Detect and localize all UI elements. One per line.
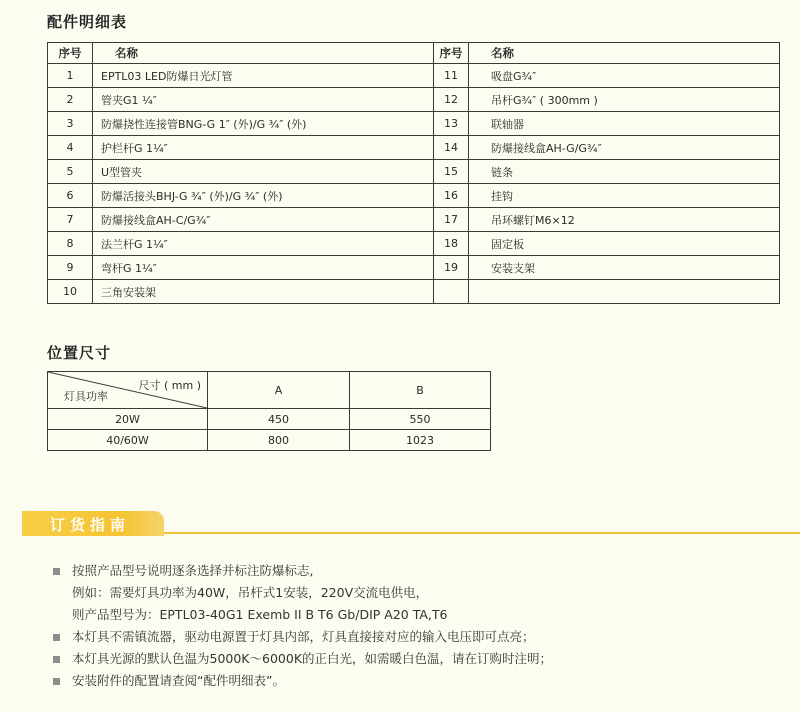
order-guide-list [53,560,793,692]
power-cell: 20W [48,409,208,430]
part-number-cell [434,280,469,304]
part-name-cell: 挂钩 [469,184,780,208]
guide-text: 按照产品型号说明逐条选择并标注防爆标志, [72,563,314,578]
part-name-cell: 防爆接线盒AH-C/G¾″ [93,208,434,232]
part-number-cell: 6 [48,184,93,208]
part-number-cell: 10 [48,280,93,304]
part-number-cell: 1 [48,64,93,88]
part-number-cell: 3 [48,112,93,136]
part-number-cell: 18 [434,232,469,256]
parts-table-header [48,43,780,64]
part-name-cell: EPTL03 LED防爆日光灯管 [93,64,434,88]
square-bullet-icon [53,656,60,663]
part-name-cell: 防爆活接头BHJ-G ¾″ (外)/G ¾″ (外) [93,184,434,208]
part-number-cell: 4 [48,136,93,160]
square-bullet-icon [53,678,60,685]
guide-text: 例如：需要灯具功率为40W，吊杆式1安装，220V交流电供电， [72,585,429,600]
a-cell: 800 [208,430,350,451]
parts-row [48,88,780,112]
parts-row [48,232,780,256]
part-name-cell: 吊杆G¾″ ( 300mm ) [469,88,780,112]
guide-line [53,604,793,626]
power-label: 灯具功率 [64,390,108,403]
order-guide-banner [22,511,164,536]
position-size-title: 位置尺寸 [47,344,112,362]
part-name-cell: 吊环螺钉M6×12 [469,208,780,232]
header-name-right: 名称 [469,43,780,64]
part-name-cell: 固定板 [469,232,780,256]
part-number-cell: 13 [434,112,469,136]
part-name-cell: 吸盘G¾″ [469,64,780,88]
square-bullet-icon [53,568,60,575]
part-number-cell: 19 [434,256,469,280]
part-name-cell: 安装支架 [469,256,780,280]
part-number-cell: 7 [48,208,93,232]
guide-line [53,626,793,648]
parts-row [48,136,780,160]
power-cell: 40/60W [48,430,208,451]
guide-line [53,582,793,604]
order-guide-title: 订货指南 [50,516,131,534]
dimensions-header [48,372,491,409]
square-bullet-icon [53,634,60,641]
parts-row [48,208,780,232]
part-number-cell: 17 [434,208,469,232]
part-name-cell: 链条 [469,160,780,184]
guide-text: 本灯具不需镇流器，驱动电源置于灯具内部，灯具直接接对应的输入电压即可点亮； [72,629,535,644]
part-name-cell: 防爆挠性连接管BNG-G 1″ (外)/G ¾″ (外) [93,112,434,136]
part-name-cell [469,280,780,304]
part-name-cell: 管夹G1 ¼″ [93,88,434,112]
parts-row [48,280,780,304]
dimensions-table [47,371,491,451]
part-number-cell: 11 [434,64,469,88]
parts-row [48,112,780,136]
part-name-cell: U型管夹 [93,160,434,184]
b-cell: 1023 [350,430,491,451]
part-name-cell: 三角安装架 [93,280,434,304]
part-number-cell: 12 [434,88,469,112]
parts-row [48,256,780,280]
dimensions-row [48,409,491,430]
guide-line [53,648,793,670]
part-number-cell: 15 [434,160,469,184]
part-number-cell: 5 [48,160,93,184]
guide-text: 本灯具光源的默认色温为5000K～6000K的正白光，如需暖白色温，请在订购时注明； [72,651,553,666]
parts-row [48,184,780,208]
parts-list-title: 配件明细表 [47,13,128,31]
header-name-left: 名称 [93,43,434,64]
parts-row [48,64,780,88]
guide-text: 则产品型号为：EPTL03-40G1 Exemb II B T6 Gb/DIP A20 TA,T6 [72,607,448,622]
part-number-cell: 2 [48,88,93,112]
parts-table [47,42,780,304]
b-cell: 550 [350,409,491,430]
part-name-cell: 联轴器 [469,112,780,136]
part-number-cell: 8 [48,232,93,256]
column-a-header: A [208,372,350,409]
dimensions-row [48,430,491,451]
guide-text: 安装附件的配置请查阅“配件明细表”。 [72,673,285,688]
parts-row [48,160,780,184]
part-number-cell: 14 [434,136,469,160]
part-name-cell: 护栏杆G 1¼″ [93,136,434,160]
header-no-left: 序号 [48,43,93,64]
part-number-cell: 16 [434,184,469,208]
parts-table-body [48,64,780,304]
part-name-cell: 弯杆G 1¼″ [93,256,434,280]
guide-line [53,670,793,692]
size-unit-label: 尺寸 ( mm ) [138,379,201,392]
part-name-cell: 防爆接线盒AH-G/G¾″ [469,136,780,160]
a-cell: 450 [208,409,350,430]
column-b-header: B [350,372,491,409]
part-number-cell: 9 [48,256,93,280]
header-no-right: 序号 [434,43,469,64]
guide-line [53,560,793,582]
diagonal-header-cell [48,372,208,409]
part-name-cell: 法兰杆G 1¼″ [93,232,434,256]
